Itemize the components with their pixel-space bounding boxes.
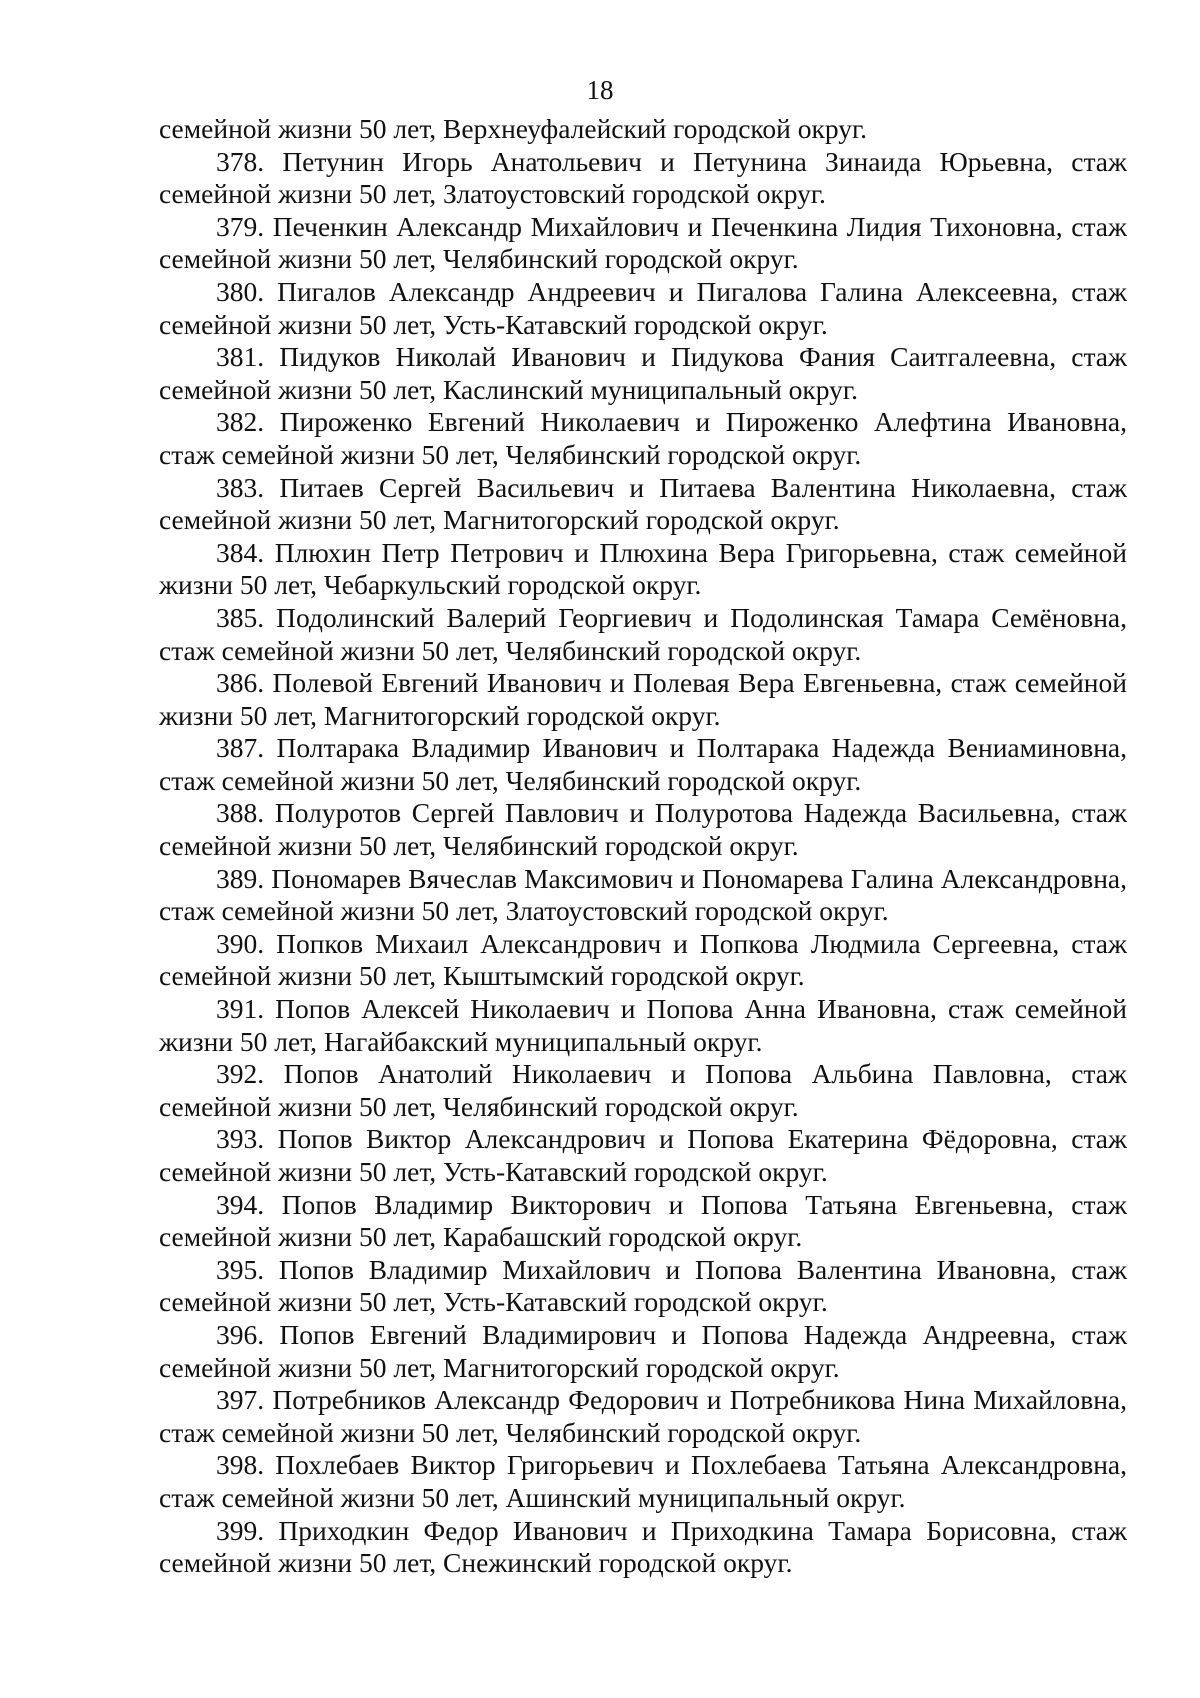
entry-text: Попов Владимир Михайлович и Попова Валентина Ивановна, стаж семейной жизни 50 лет, Усть-Катавский городской округ. <box>159 1253 1128 1318</box>
entry-text: Пироженко Евгений Николаевич и Пироженко Алефтина Ивановна, стаж семейной жизни 50 лет, Челябинский городской округ. <box>159 406 1127 470</box>
entry-number: 396. <box>216 1318 265 1350</box>
entry-text: Попов Виктор Александрович и Попова Екатерина Фёдоровна, стаж семейной жизни 50 лет, Усть-Катавский городской округ. <box>159 1123 1128 1187</box>
entry-text: Попов Евгений Владимирович и Попова Надежда Андреевна, стаж семейной жизни 50 лет, Магнитогорский городской округ. <box>159 1318 1128 1383</box>
entry-number: 394. <box>216 1188 265 1220</box>
entry-number: 393. <box>216 1123 265 1155</box>
entry-text: Плюхин Петр Петрович и Плюхина Вера Григорьевна, стаж семейной жизни 50 лет, Чебаркульский городской округ. <box>159 536 1127 601</box>
list-item <box>159 1319 1127 1384</box>
entry-text: Приходкин Федор Иванович и Приходкина Тамара Борисовна, стаж семейной жизни 50 лет, Снежинский городской округ. <box>159 1514 1128 1579</box>
list-item <box>159 276 1127 341</box>
entry-number: 388. <box>216 797 265 829</box>
list-item <box>159 406 1127 471</box>
list-item <box>159 732 1127 797</box>
list-item <box>159 472 1127 537</box>
entry-text: Похлебаев Виктор Григорьевич и Похлебаева Татьяна Александровна, стаж семейной жизни 50 лет, Ашинский муниципальный округ. <box>159 1449 1127 1513</box>
entry-number: 382. <box>216 406 265 438</box>
entry-text: Полтарака Владимир Иванович и Полтарака Надежда Вениаминовна, стаж семейной жизни 50 лет, Челябинский городской округ. <box>159 732 1128 796</box>
entry-number: 379. <box>216 210 265 242</box>
list-item <box>159 1254 1127 1319</box>
list-item <box>159 341 1127 406</box>
list-item <box>159 667 1127 732</box>
entry-number: 383. <box>216 471 265 503</box>
entry-text: Подолинский Валерий Георгиевич и Подолинская Тамара Семёновна, стаж семейной жизни 50 лет, Челябинский городской округ. <box>159 601 1127 666</box>
entry-number: 397. <box>216 1384 265 1416</box>
entry-number: 384. <box>216 536 265 568</box>
entry-text: Попков Михаил Александрович и Попкова Людмила Сергеевна, стаж семейной жизни 50 лет, Кыштымский городской округ. <box>159 927 1127 992</box>
list-item <box>159 211 1127 276</box>
list-item <box>159 1189 1127 1254</box>
list-item <box>159 863 1127 928</box>
entry-text: Петунин Игорь Анатольевич и Петунина Зинаида Юрьевна, стаж семейной жизни 50 лет, Златоустовский городской округ. <box>159 145 1128 210</box>
continuation-paragraph: семейной жизни 50 лет, Верхнеуфалейский городской округ. <box>159 113 868 144</box>
entry-text: Пидуков Николай Иванович и Пидукова Фания Саитгалеевна, стаж семейной жизни 50 лет, Каслинский муниципальный округ. <box>159 341 1128 405</box>
list-item <box>159 1515 1127 1580</box>
entry-number: 398. <box>216 1449 265 1481</box>
list-item <box>159 1058 1127 1123</box>
list-item <box>159 1449 1127 1514</box>
entry-text: Потребников Александр Федорович и Потребникова Нина Михайловна, стаж семейной жизни 50 лет, Челябинский городской округ. <box>159 1384 1128 1448</box>
document-body <box>159 113 1127 1580</box>
entry-number: 385. <box>216 601 265 633</box>
list-item <box>159 602 1127 667</box>
entry-text: Попов Анатолий Николаевич и Попова Альбина Павловна, стаж семейной жизни 50 лет, Челябинский городской округ. <box>159 1058 1127 1122</box>
entry-text: Пономарев Вячеслав Максимович и Пономарева Галина Александровна, стаж семейной жизни 50 лет, Златоустовский городской округ. <box>159 862 1128 927</box>
list-item <box>159 537 1127 602</box>
entries-list <box>159 146 1127 1580</box>
list-item <box>159 928 1127 993</box>
list-item <box>159 146 1127 211</box>
entry-text: Полевой Евгений Иванович и Полевая Вера Евгеньевна, стаж семейной жизни 50 лет, Магнитогорский городской округ. <box>159 667 1127 731</box>
entry-number: 390. <box>216 927 265 959</box>
entry-text: Пигалов Александр Андреевич и Пигалова Галина Алексеевна, стаж семейной жизни 50 лет, Усть-Катавский городской округ. <box>159 275 1127 340</box>
list-item <box>159 797 1127 862</box>
entry-number: 392. <box>216 1058 265 1090</box>
entry-number: 389. <box>216 862 265 894</box>
entry-text: Полуротов Сергей Павлович и Полуротова Надежда Васильевна, стаж семейной жизни 50 лет, Челябинский городской округ. <box>159 797 1128 862</box>
entry-number: 378. <box>216 145 265 177</box>
entry-number: 387. <box>216 732 265 764</box>
entry-number: 395. <box>216 1253 265 1285</box>
list-item <box>159 1123 1127 1188</box>
entry-text: Попов Владимир Викторович и Попова Татьяна Евгеньевна, стаж семейной жизни 50 лет, Карабашский городской округ. <box>159 1188 1128 1253</box>
entry-number: 380. <box>216 275 265 307</box>
entry-text: Печенкин Александр Михайлович и Печенкина Лидия Тихоновна, стаж семейной жизни 50 лет, Челябинский городской округ. <box>159 210 1127 275</box>
entry-number: 381. <box>216 341 265 373</box>
entry-number: 399. <box>216 1514 265 1546</box>
list-item <box>159 993 1127 1058</box>
page-number: 18 <box>586 75 614 105</box>
entry-text: Питаев Сергей Васильевич и Питаева Валентина Николаевна, стаж семейной жизни 50 лет, Магнитогорский городской округ. <box>159 471 1127 536</box>
list-item <box>159 1384 1127 1449</box>
entry-text: Попов Алексей Николаевич и Попова Анна Ивановна, стаж семейной жизни 50 лет, Нагайбакский муниципальный округ. <box>159 993 1127 1057</box>
entry-number: 391. <box>216 993 265 1025</box>
entry-number: 386. <box>216 667 265 699</box>
